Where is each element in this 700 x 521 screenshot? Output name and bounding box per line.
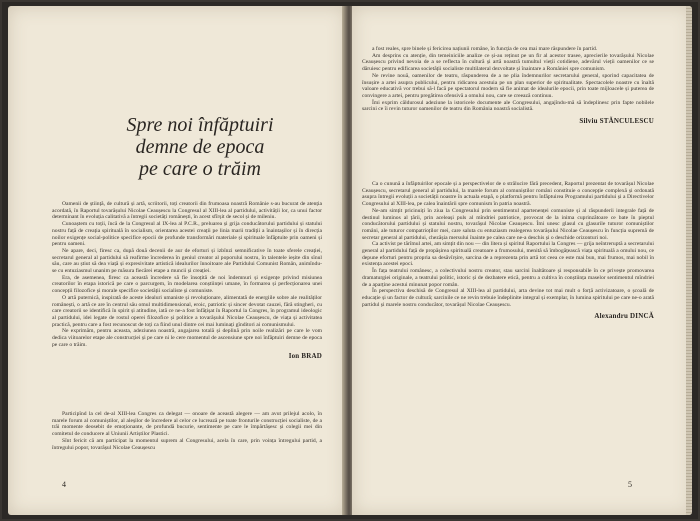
page-edges <box>686 6 692 515</box>
title-line: pe care o trăim <box>138 158 261 180</box>
paragraph: O artă puternică, inspirată de aceste idealuri umaniste și revoluționare, alimentată de energiile sobre ale realităților românești, o artă ce are în centrul său omul multidimensional, eroic, patriotic și sincer devotat cauzei, fără stingheri, cu care creatorii se identifică în spirit și atitudine, iată ce ne-a fost înfățișat în Raportul la Congres, în programul ideologic al partidului, idei legate de rostul operei filozofice și politice a tovarășului Nicolae Ceaușescu, de viața și activitatea practică, pentru care a fost recunoscut de toți ca fiind unul dintre cei mai luminați gînditori ai comunismului. <box>52 294 322 328</box>
author-signature: Alexandru DINCĂ <box>594 312 654 321</box>
article-continued <box>52 411 322 451</box>
paragraph: Participînd la cel de-al XIII-lea Congres ca delegat — onoare de această alegere — am avut prilejul acolo, în marele forum al comuniștilor, al aleșilor de încredere al celor ce lucrează pe toate fronturile construcției socialiste, de a trăi momente deosebit de emoționante, de profundă bucurie, sentimente pe care le împărtășesc și colegii mei din comitetul de conducere al Uniunii Artiștilor Plastici. <box>52 411 322 438</box>
title-line: demne de epoca <box>135 136 265 158</box>
author-signature: Ion BRAD <box>288 352 322 361</box>
left-page <box>8 6 346 515</box>
paragraph: Ne exprimăm, pentru aceasta, adeziunea noastră, angajarea totală și deplină prin noile realizări pe care le vom dedica viitoarelor etape ale construcției și pe care ni le cere momentul de ascensiune spre noi înfăptuiri demne de epoca pe care o trăim. <box>52 328 322 348</box>
paragraph: Oamenii de știință, de cultură și artă, scriitorii, toți creatorii din frumoasa noastră Românie s-au bucurat de atenția acordată, în Raportul tovarășului Nicolae Ceaușescu la Congresul al XIII-lea al partidului, activității lor, ca unui factor determinant în evoluția calitativă a întregii societăți românești, în acest sfîrșit de secol și de mileniu. <box>52 201 322 221</box>
paragraph: Ne apare, deci, firesc ca, după două decenii de aur de eforturi și izbînzi semnificative în toate sferele creației, secretarul general al partidului să reafirme încrederea în geniul creator al poporului nostru, în talentele ieșite din sînul său, care au știut să dea viață și expresivitate artistică idealurilor înnoitoare ale Partidului Comunist Român, animîndu-se cu entuziasmul unanim pe măsura fiecărei etape a muncii și creației. <box>52 247 322 275</box>
paragraph: Ca activist pe tărîmul artei, am simțit din nou — din litera și spiritul Raportului la Congres — grija neîntreruptă a secretarului general al partidului față de propășirea spirituală creatoare a frumosului, menită să îmbogățească viața spirituală a omului nou, ce depune eforturi pentru propria sa desăvîrșire, sarcina de a reprezenta prin artă tot ceea ce este mai bun, mai frumos, mai nobil în existența acestei epoci. <box>362 241 654 268</box>
article-title <box>100 114 300 180</box>
paragraph: În perspectiva deschisă de Congresul al XIII-lea al partidului, arta devine tot mai mult o forță activizatoare, o școală de educație și un factor de cultură; sarcinile ce ne revin trebuie îndeplinite integral și exemplar, în lumina spiritului pe care ne-o arată partidul și marele nostru conducător, tovarășul Nicolae Ceaușescu. <box>362 288 654 308</box>
paragraph: În fața teatrului românesc, a colectivului nostru creator, stau sarcini înaltătoare și responsabile în ce privește promovarea dramaturgiei originale, a teatrului politic, istoric și de dezbatere etică, pentru a cultiva în conștiința maselor sentimentul mîndriei de a aparține acestui minunat popor român. <box>362 268 654 288</box>
page-number: 4 <box>62 480 66 489</box>
page-number: 5 <box>628 480 632 489</box>
article-dinca <box>362 181 654 320</box>
book-spread <box>2 2 698 519</box>
paragraph: Cunoaștem cu toții, încă de la Congresul al IX-lea al P.C.R., preluarea și grija conducătorului partidului și statului nostru față de creația spirituală în socialism, orientarea acestei creații pe linia marii tradiții a înaintașilor și în direcția noilor exigențe social-politice specifice epocii de profunde transformări materiale și spirituale înfăptuite prin oameni și pentru oameni. <box>52 221 322 248</box>
right-page <box>352 6 692 515</box>
paragraph: Ne revine nouă, oamenilor de teatru, răspunderea de a ne plia îndemnurilor secretarului general, sporind capacitatea de însușire a artei asupra publicului, pentru ridicarea acestuia pe un plan superior de spiritualitate. Spectacolele noastre cu înaltă valoare educativă vor trebui să-l facă pe spectatorul modern să fie animat de idealurile epocii, prin toate mijloacele și puterea de convingere a artei, pentru pregătirea ofensivă a omului nou, care se creează continuu. <box>362 72 654 99</box>
paragraph: Am desprins cu atenție, din temeiniciile analize ce și-au reținut pe un fir al acestor trasee, aprecierile tovarășului Nicolae Ceaușescu privind nevoia de a se reflecta în cultură și artă noastră tumultul vieții cotidiene, adevărul vieții oamenilor ce se dăruiesc pentru edificarea societății socialiste multilateral dezvoltate și înaintare a României spre comunism. <box>362 52 654 73</box>
article-stanculescu <box>362 46 654 125</box>
article-brad <box>52 201 322 360</box>
paragraph: Era, de asemenea, firesc ca această încredere să fie însoțită de noi îndemnuri și exigențe privind misiunea creatorilor în etapa istorică pe care o parcurgem, în modelarea conștiinței umane, în formarea și perfecționarea unei concepții filozofice și morale specifice societății socialiste și comuniste. <box>52 274 322 295</box>
title-line: Spre noi înfăptuiri <box>126 114 274 136</box>
paragraph: Sînt fericit că am participat la momentul suprem al Congresului, acela în care, prin voința întregului partid, a întregului popor, tovarășul Nicolae Ceaușescu <box>52 437 322 451</box>
author-signature: Silviu STĂNCULESCU <box>579 117 654 126</box>
paragraph: a fost reales, spre binele și fericirea națiunii române, în funcția de cea mai mare răspundere în partid. <box>372 46 598 52</box>
paragraph: Ne-am simțit pricinuiți în ziua la Congresului prin sentimentul apartenenței comuniste și al răspunderii integrale față de destinul luminos al țării, prin aceleași puls al mîndriei patriotice, provocat de la inima cuprinzătoare ce bate în pieptul conducătorului partidului și statului nostru, tovarășul Nicolae Ceaușescu. Îmi unesc glasul cu glasurile tuturor comuniștilor români, ale tuturor compatrioților mei, care saluta cu entuziasm realegerea tovarășului Nicolae Ceaușescu în funcția supremă de secretar general al partidului, chezășia mersului înainte pe calea care ne-a deschis și o deschide orizonturi noi. <box>362 207 654 241</box>
paragraph: Îmi exprim căldurosul adeziune la istoricele documente ale Congresului, angajîndu-mă să îndeplinesc prin fapte nobilele sarcini ce îi revin tuturor oamenilor de teatru din România noastră socialistă. <box>362 99 654 113</box>
paragraph: Ca o cunună a înfăptuirilor epocale și a perspectivelor de o strălucire fără precedent, Raportul prezentat de tovarășul Nicolae Ceaușescu, secretarul general al partidului, la marele forum al comuniștilor români constituie o concepție complexă și ordonată asupra întregii evoluții a societății noastre în actuala etapă, o platformă pentru înfăptuirea Programului partidului și a Directivelor Congresului al XIII-lea, pe calea înaintării spre comunism în patria noastră. <box>362 181 654 208</box>
